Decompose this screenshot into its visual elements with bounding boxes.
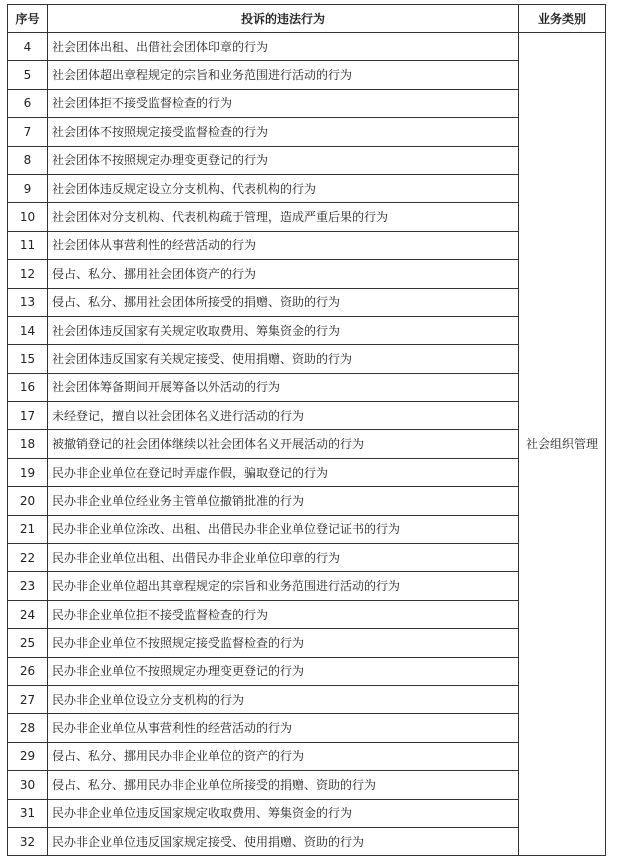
- row-number: 4: [8, 33, 48, 61]
- row-violation-text: 被撤销登记的社会团体继续以社会团体名义开展活动的行为: [48, 430, 519, 458]
- row-violation-text: 社会团体出租、出借社会团体印章的行为: [48, 33, 519, 61]
- row-number: 6: [8, 89, 48, 117]
- table-row: [8, 146, 606, 174]
- row-violation-text: 社会团体不按照规定办理变更登记的行为: [48, 146, 519, 174]
- row-violation-text: 社会团体超出章程规定的宗旨和业务范围进行活动的行为: [48, 61, 519, 89]
- table-row: [8, 572, 606, 600]
- row-number: 25: [8, 629, 48, 657]
- header-category: 业务类别: [519, 5, 606, 33]
- violations-table: [7, 4, 606, 856]
- business-category-cell: 社会组织管理: [519, 33, 606, 856]
- row-number: 20: [8, 487, 48, 515]
- row-violation-text: 民办非企业单位违反国家规定接受、使用捐赠、资助的行为: [48, 827, 519, 855]
- table-row: [8, 657, 606, 685]
- table-row: [8, 629, 606, 657]
- row-violation-text: 民办非企业单位违反国家规定收取费用、筹集资金的行为: [48, 799, 519, 827]
- row-violation-text: 社会团体违反国家有关规定收取费用、筹集资金的行为: [48, 316, 519, 344]
- row-violation-text: 社会团体违反规定设立分支机构、代表机构的行为: [48, 174, 519, 202]
- row-violation-text: 社会团体从事营利性的经营活动的行为: [48, 231, 519, 259]
- table-row: [8, 685, 606, 713]
- table-row: [8, 430, 606, 458]
- row-number: 14: [8, 316, 48, 344]
- row-number: 16: [8, 373, 48, 401]
- row-number: 27: [8, 685, 48, 713]
- row-number: 32: [8, 827, 48, 855]
- table-row: [8, 742, 606, 770]
- table-row: [8, 89, 606, 117]
- table-row: [8, 174, 606, 202]
- row-violation-text: 未经登记，擅自以社会团体名义进行活动的行为: [48, 402, 519, 430]
- table-row: [8, 33, 606, 61]
- row-number: 31: [8, 799, 48, 827]
- row-violation-text: 侵占、私分、挪用民办非企业单位所接受的捐赠、资助的行为: [48, 771, 519, 799]
- row-number: 7: [8, 118, 48, 146]
- row-number: 18: [8, 430, 48, 458]
- row-violation-text: 民办非企业单位从事营利性的经营活动的行为: [48, 714, 519, 742]
- table-row: [8, 600, 606, 628]
- row-number: 17: [8, 402, 48, 430]
- table-row: [8, 203, 606, 231]
- table-row: [8, 231, 606, 259]
- row-violation-text: 社会团体不按照规定接受监督检查的行为: [48, 118, 519, 146]
- table-row: [8, 487, 606, 515]
- table-row: [8, 515, 606, 543]
- row-number: 15: [8, 345, 48, 373]
- row-violation-text: 侵占、私分、挪用社会团体所接受的捐赠、资助的行为: [48, 288, 519, 316]
- row-violation-text: 民办非企业单位不按照规定接受监督检查的行为: [48, 629, 519, 657]
- row-number: 19: [8, 458, 48, 486]
- row-number: 12: [8, 260, 48, 288]
- row-number: 11: [8, 231, 48, 259]
- table-row: [8, 402, 606, 430]
- row-number: 9: [8, 174, 48, 202]
- table-row: [8, 771, 606, 799]
- header-row: [8, 5, 606, 33]
- table-header: [8, 5, 606, 33]
- row-violation-text: 民办非企业单位在登记时弄虚作假，骗取登记的行为: [48, 458, 519, 486]
- row-violation-text: 社会团体违反国家有关规定接受、使用捐赠、资助的行为: [48, 345, 519, 373]
- table-row: [8, 544, 606, 572]
- row-number: 26: [8, 657, 48, 685]
- row-violation-text: 侵占、私分、挪用民办非企业单位的资产的行为: [48, 742, 519, 770]
- row-violation-text: 民办非企业单位经业务主管单位撤销批准的行为: [48, 487, 519, 515]
- row-violation-text: 民办非企业单位拒不接受监督检查的行为: [48, 600, 519, 628]
- table-row: [8, 345, 606, 373]
- row-number: 10: [8, 203, 48, 231]
- row-violation-text: 民办非企业单位出租、出借民办非企业单位印章的行为: [48, 544, 519, 572]
- row-number: 8: [8, 146, 48, 174]
- row-violation-text: 社会团体对分支机构、代表机构疏于管理，造成严重后果的行为: [48, 203, 519, 231]
- header-number: 序号: [8, 5, 48, 33]
- row-number: 22: [8, 544, 48, 572]
- row-number: 21: [8, 515, 48, 543]
- row-violation-text: 社会团体筹备期间开展筹备以外活动的行为: [48, 373, 519, 401]
- table-row: [8, 118, 606, 146]
- row-violation-text: 民办非企业单位涂改、出租、出借民办非企业单位登记证书的行为: [48, 515, 519, 543]
- row-number: 23: [8, 572, 48, 600]
- header-act: 投诉的违法行为: [48, 5, 519, 33]
- table-body: [8, 33, 606, 856]
- row-number: 28: [8, 714, 48, 742]
- violations-table-container: [7, 4, 605, 856]
- row-violation-text: 民办非企业单位不按照规定办理变更登记的行为: [48, 657, 519, 685]
- row-violation-text: 民办非企业单位设立分支机构的行为: [48, 685, 519, 713]
- row-number: 5: [8, 61, 48, 89]
- table-row: [8, 799, 606, 827]
- row-number: 13: [8, 288, 48, 316]
- table-row: [8, 61, 606, 89]
- row-violation-text: 社会团体拒不接受监督检查的行为: [48, 89, 519, 117]
- table-row: [8, 260, 606, 288]
- table-row: [8, 373, 606, 401]
- row-number: 24: [8, 600, 48, 628]
- table-row: [8, 288, 606, 316]
- row-violation-text: 侵占、私分、挪用社会团体资产的行为: [48, 260, 519, 288]
- row-number: 30: [8, 771, 48, 799]
- row-number: 29: [8, 742, 48, 770]
- table-row: [8, 458, 606, 486]
- table-row: [8, 827, 606, 855]
- table-row: [8, 316, 606, 344]
- row-violation-text: 民办非企业单位超出其章程规定的宗旨和业务范围进行活动的行为: [48, 572, 519, 600]
- table-row: [8, 714, 606, 742]
